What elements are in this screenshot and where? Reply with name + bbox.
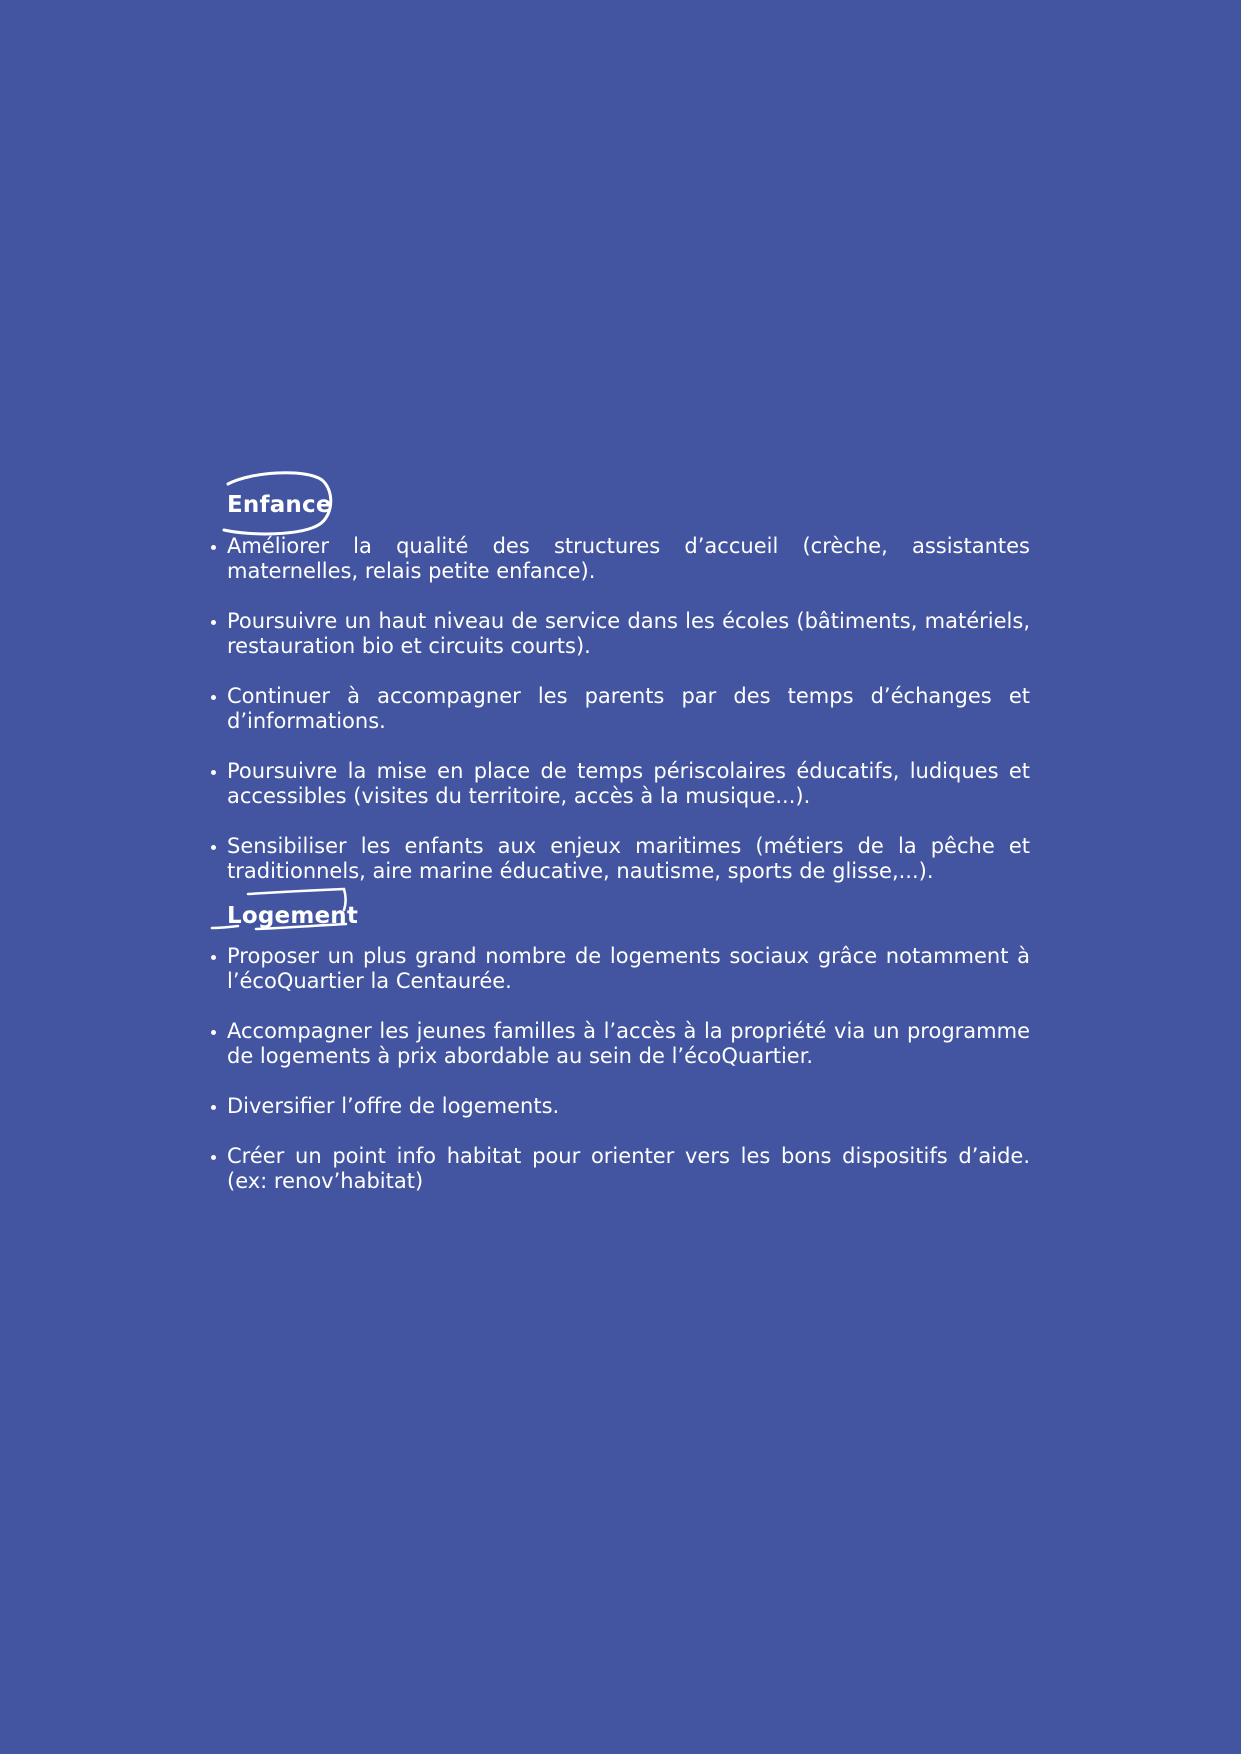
list-item bbox=[210, 944, 1030, 994]
logement-list bbox=[210, 944, 1030, 1194]
list-item bbox=[210, 609, 1030, 659]
bullet-icon bbox=[211, 955, 216, 960]
list-item bbox=[210, 534, 1030, 584]
list-item-text: Continuer à accompagner les parents par des temps d’échanges et d’informations. bbox=[227, 684, 1030, 733]
bullet-icon bbox=[211, 695, 216, 700]
list-item bbox=[210, 1019, 1030, 1069]
list-item-text: Sensibiliser les enfants aux enjeux maritimes (métiers de la pêche et traditionnels, aire marine éducative, nautisme, sports de glisse,...). bbox=[227, 834, 1030, 883]
bullet-icon bbox=[211, 1155, 216, 1160]
list-item-text: Poursuivre la mise en place de temps périscolaires éducatifs, ludiques et accessibles (visites du territoire, accès à la musique...). bbox=[227, 759, 1030, 808]
list-item bbox=[210, 834, 1030, 884]
bullet-icon bbox=[211, 620, 216, 625]
bullet-icon bbox=[211, 845, 216, 850]
list-item bbox=[210, 1144, 1030, 1194]
section-title: Enfance bbox=[227, 492, 332, 518]
content-column bbox=[210, 482, 1030, 1194]
section-heading-enfance bbox=[210, 482, 332, 528]
list-item bbox=[210, 1094, 1030, 1119]
list-item-text: Créer un point info habitat pour orienter vers les bons dispositifs d’aide. (ex: renov’habitat) bbox=[227, 1144, 1030, 1193]
list-item bbox=[210, 759, 1030, 809]
bullet-icon bbox=[211, 1030, 216, 1035]
section-heading-logement bbox=[210, 894, 358, 938]
list-item-text: Diversifier l’offre de logements. bbox=[227, 1094, 560, 1118]
list-item-text: Proposer un plus grand nombre de logements sociaux grâce notamment à l’écoQuartier la Centaurée. bbox=[227, 944, 1030, 993]
list-item-text: Accompagner les jeunes familles à l’accès à la propriété via un programme de logements à prix abordable au sein de l’écoQuartier. bbox=[227, 1019, 1030, 1068]
list-item-text: Améliorer la qualité des structures d’accueil (crèche, assistantes maternelles, relais petite enfance). bbox=[227, 534, 1030, 583]
section-title: Logement bbox=[227, 903, 359, 929]
bullet-icon bbox=[211, 770, 216, 775]
list-item bbox=[210, 684, 1030, 734]
list-item-text: Poursuivre un haut niveau de service dans les écoles (bâtiments, matériels, restauration bio et circuits courts). bbox=[227, 609, 1030, 658]
enfance-list bbox=[210, 534, 1030, 884]
bullet-icon bbox=[211, 545, 216, 550]
bullet-icon bbox=[211, 1105, 216, 1110]
